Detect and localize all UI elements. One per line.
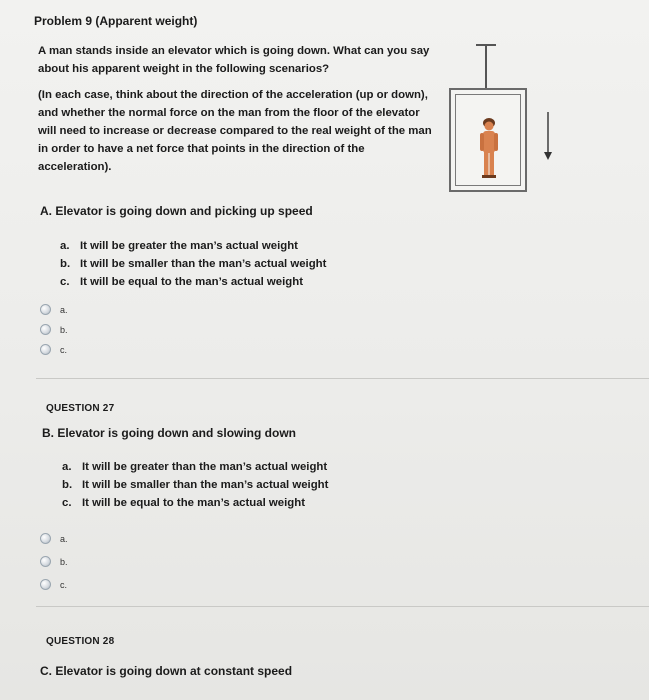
answer-label: b.: [60, 324, 68, 335]
option-text: It will be equal to the man’s actual weight: [80, 276, 303, 288]
option-text: It will be smaller than the man’s actual weight: [80, 258, 327, 270]
section-a-options: [60, 237, 326, 291]
divider: [36, 606, 649, 607]
answer-label: c.: [60, 579, 68, 590]
list-item: [62, 458, 328, 476]
list-item: [62, 476, 328, 494]
question-27-heading: B. Elevator is going down and slowing down: [42, 426, 297, 440]
radio-button[interactable]: [40, 533, 51, 544]
list-item: [60, 273, 326, 291]
answer-label: a.: [60, 533, 68, 544]
list-item: [62, 494, 328, 512]
option-text: It will be greater the man’s actual weight: [80, 240, 298, 252]
answer-option-a[interactable]: [40, 533, 68, 544]
problem-instructions: (In each case, think about the direction of the acceleration (up or down), and whether the normal force on the man from the floor of the elevator will need to increase or decrease compared to the real weight of the man in order to have a net force that points in the direction of the acceleration).: [38, 89, 432, 173]
section-a-heading: A. Elevator is going down and picking up speed: [40, 204, 313, 218]
problem-intro: A man stands inside an elevator which is going down. What can you say about his apparent weight in the following scenarios?: [38, 45, 430, 75]
man-figure-icon: [456, 95, 520, 185]
question-27-label: QUESTION 27: [46, 403, 115, 414]
option-letter: a.: [60, 240, 70, 252]
option-letter: c.: [60, 276, 70, 288]
radio-button[interactable]: [40, 344, 51, 355]
radio-button[interactable]: [40, 304, 51, 315]
answer-label: b.: [60, 556, 68, 567]
elevator-cable: [485, 44, 487, 88]
radio-button[interactable]: [40, 579, 51, 590]
down-arrow-icon: [542, 112, 554, 162]
option-letter: b.: [62, 479, 73, 491]
option-text: It will be equal to the man’s actual weight: [82, 497, 305, 509]
list-item: [60, 255, 326, 273]
list-item: [60, 237, 326, 255]
answer-label: c.: [60, 344, 68, 355]
question-27-options: [62, 458, 328, 512]
option-text: It will be greater than the man’s actual weight: [82, 461, 328, 473]
radio-button[interactable]: [40, 324, 51, 335]
answer-option-c[interactable]: [40, 579, 67, 590]
option-text: It will be smaller than the man’s actual weight: [82, 479, 329, 491]
answer-label: a.: [60, 304, 68, 315]
divider: [36, 378, 649, 379]
option-letter: b.: [60, 258, 71, 270]
elevator-car: [455, 94, 521, 186]
question-28-heading: C. Elevator is going down at constant speed: [40, 664, 293, 678]
answer-option-c[interactable]: [40, 344, 67, 355]
option-letter: c.: [62, 497, 72, 509]
answer-option-b[interactable]: [40, 324, 68, 335]
elevator-diagram: [449, 88, 527, 192]
radio-button[interactable]: [40, 556, 51, 567]
question-28-label: QUESTION 28: [46, 636, 115, 647]
answer-option-a[interactable]: [40, 304, 68, 315]
option-letter: a.: [62, 461, 72, 473]
problem-title: Problem 9 (Apparent weight): [34, 14, 198, 28]
answer-option-b[interactable]: [40, 556, 68, 567]
